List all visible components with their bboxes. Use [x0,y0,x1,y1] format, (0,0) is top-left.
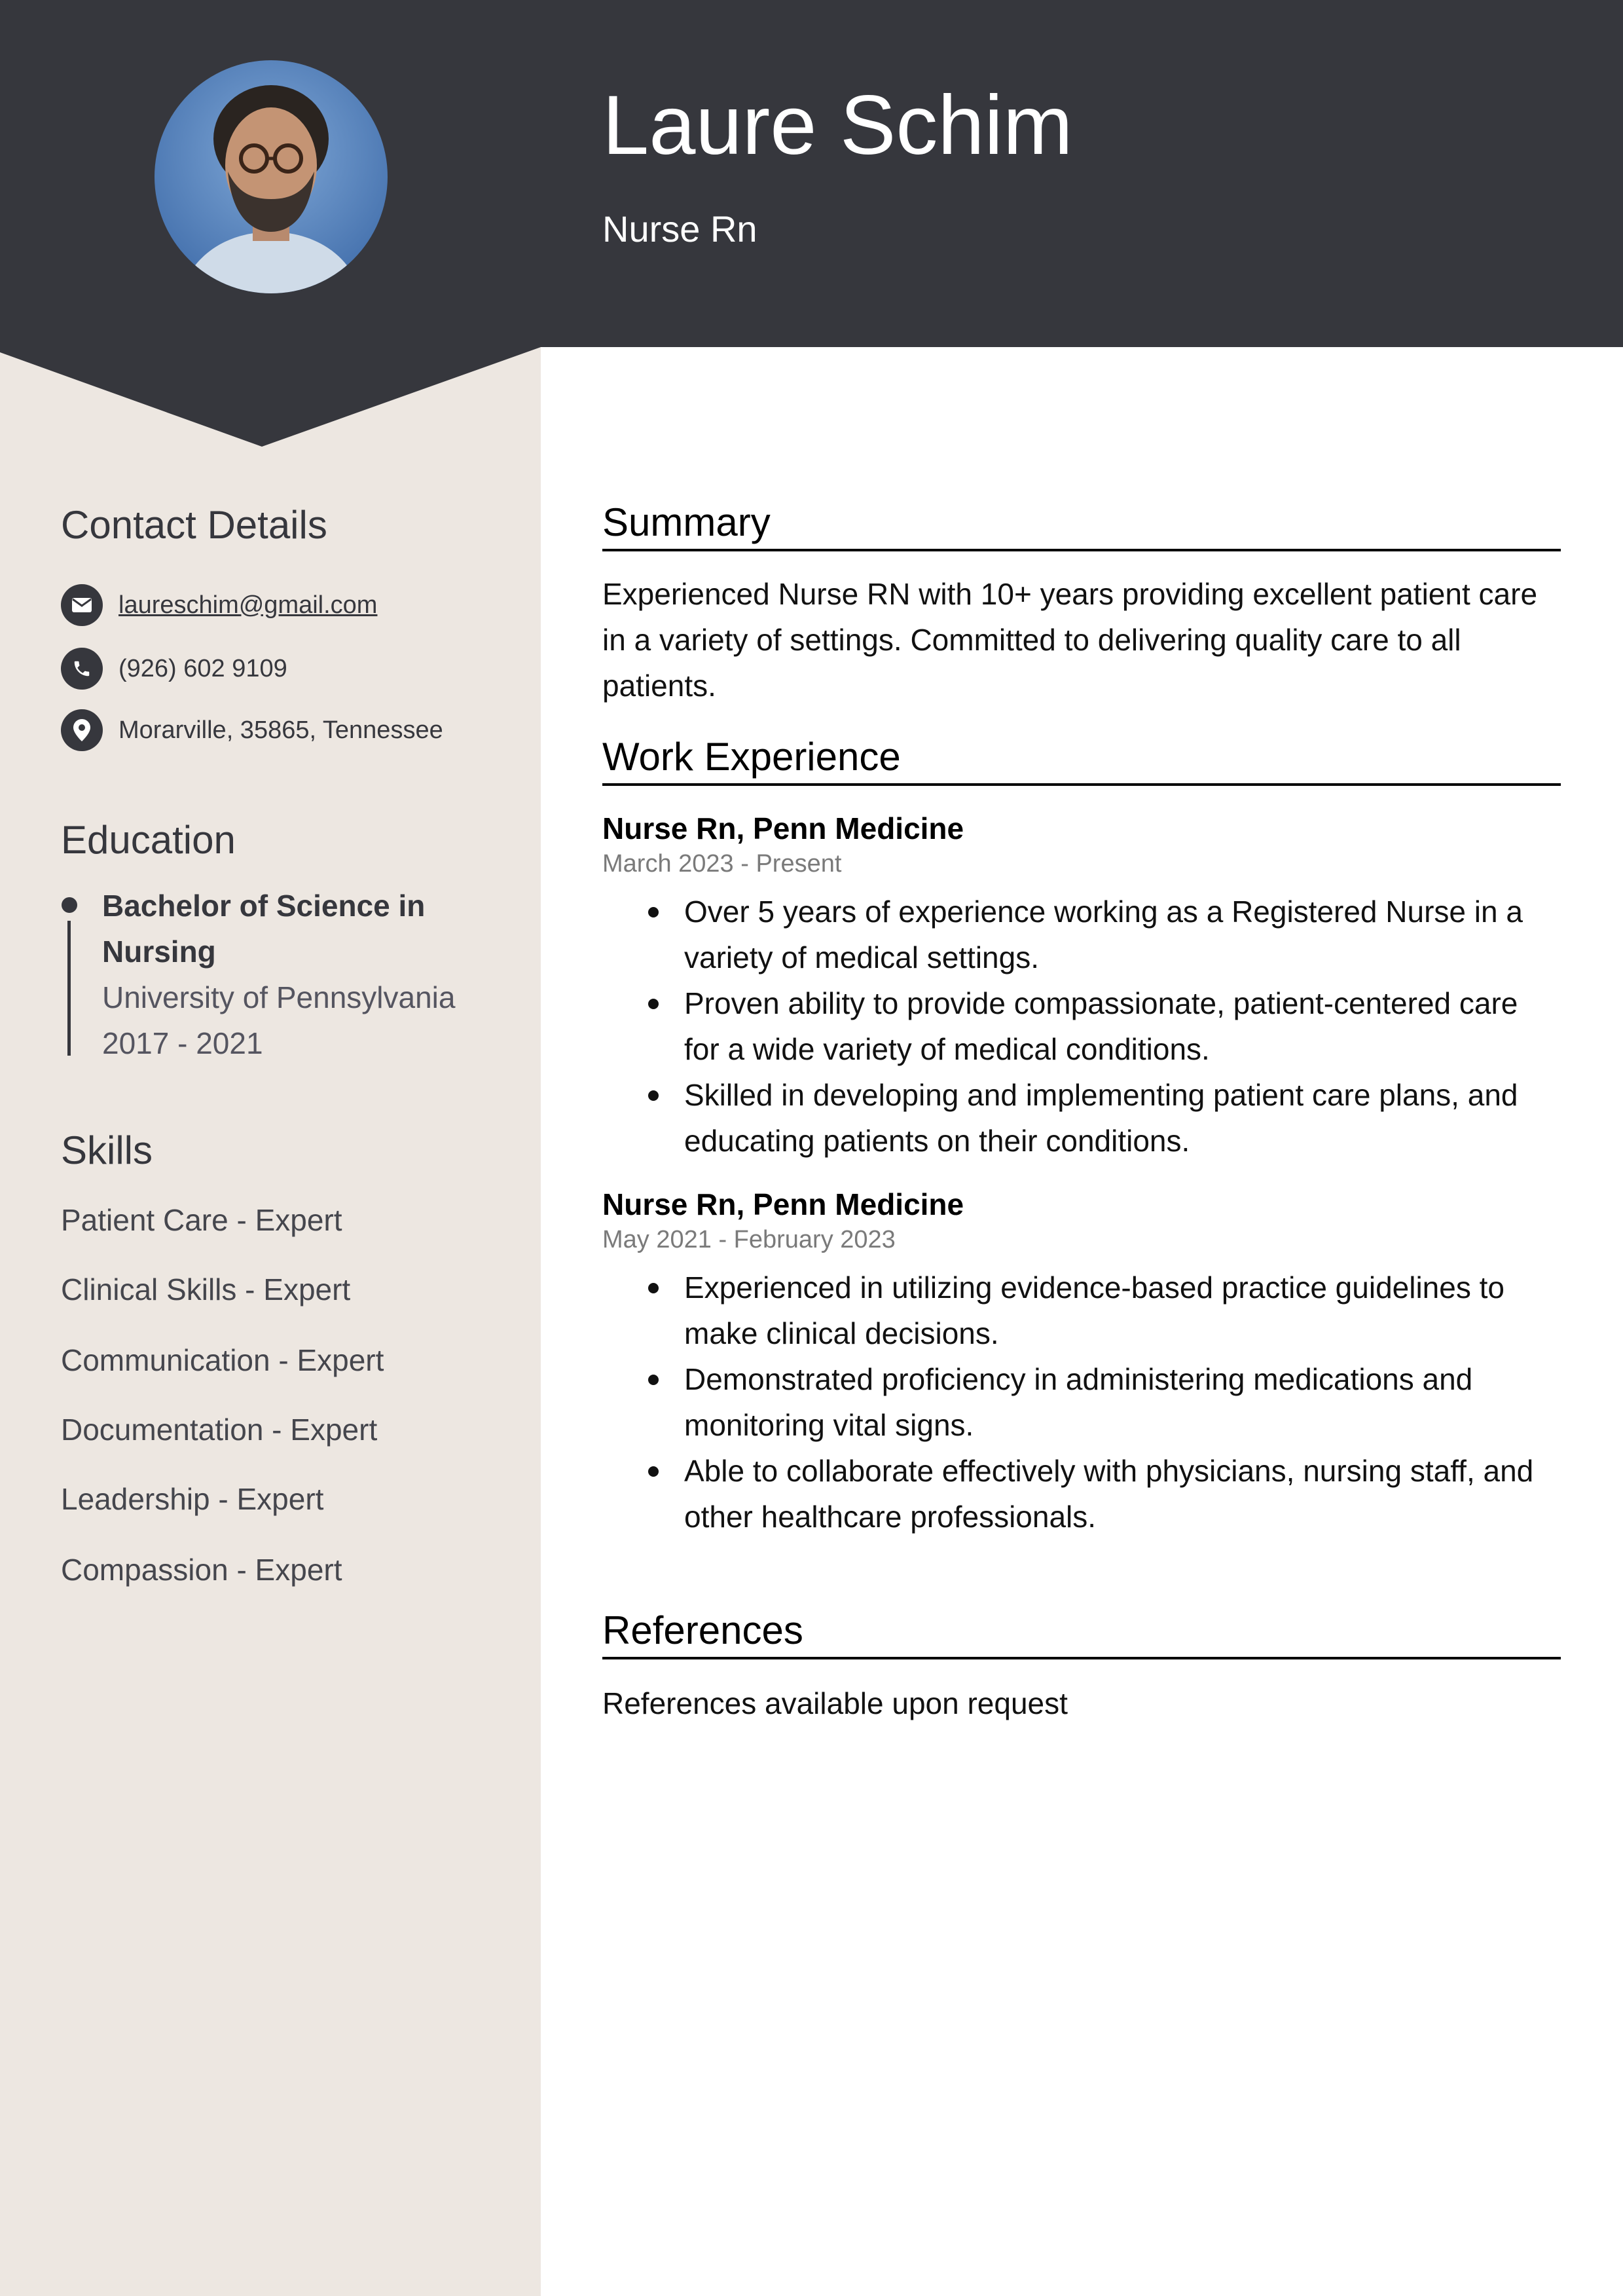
education-years: 2017 - 2021 [102,1026,263,1060]
summary-heading: Summary [602,500,771,544]
skill-item: Leadership - Expert [61,1482,324,1516]
job-bullet: Over 5 years of experience working as a Registered Nurse in a variety of medical settings. [602,889,1561,980]
references-divider [602,1657,1561,1659]
job-title: Nurse Rn, Penn Medicine [602,811,964,845]
timeline-line [67,921,71,1056]
contact-phone-row [61,648,287,690]
contact-address: Morarville, 35865, Tennessee [119,716,443,744]
education-degree-line1: Bachelor of Science in [102,889,426,923]
summary-divider [602,549,1561,551]
job-title: Nurse Rn, Penn Medicine [602,1187,964,1221]
contact-email[interactable]: laureschim@gmail.com [119,591,378,619]
contact-heading: Contact Details [61,503,327,547]
timeline-dot [62,897,77,913]
contact-phone: (926) 602 9109 [119,654,287,682]
experience-divider [602,783,1561,786]
skills-heading: Skills [61,1128,153,1172]
skill-item: Documentation - Expert [61,1413,378,1447]
contact-address-row [61,709,443,751]
summary-text: Experienced Nurse RN with 10+ years providing excellent patient care in a variety of settings. Committed to delivering quality care to all patients. [602,577,1538,703]
location-pin-icon [61,709,103,751]
job-bullets [602,1265,1561,1540]
candidate-name: Laure Schim [602,79,1073,172]
experience-heading: Work Experience [602,735,901,779]
job-bullet: Skilled in developing and implementing patient care plans, and educating patients on their conditions. [602,1072,1561,1164]
portrait-photo-icon [155,60,388,293]
skill-item: Patient Care - Expert [61,1203,342,1237]
profile-photo [155,60,388,293]
phone-icon [61,648,103,690]
job-bullet: Demonstrated proficiency in administering medications and monitoring vital signs. [602,1356,1561,1448]
job-bullet: Proven ability to provide compassionate, patient-centered care for a wide variety of medical conditions. [602,980,1561,1072]
education-heading: Education [61,818,236,862]
job-bullet: Able to collaborate effectively with physicians, nursing staff, and other healthcare professionals. [602,1448,1561,1540]
skill-item: Clinical Skills - Expert [61,1272,351,1306]
job-bullet: Experienced in utilizing evidence-based practice guidelines to make clinical decisions. [602,1265,1561,1356]
job-dates: March 2023 - Present [602,850,842,878]
education-degree-line2: Nursing [102,935,216,969]
job-dates: May 2021 - February 2023 [602,1226,896,1253]
envelope-icon [61,584,103,626]
skill-item: Communication - Expert [61,1343,384,1377]
job-bullets [602,889,1561,1164]
candidate-title: Nurse Rn [602,208,757,250]
references-text: References available upon request [602,1686,1068,1720]
skill-item: Compassion - Expert [61,1553,342,1587]
contact-email-row[interactable] [61,584,377,626]
references-heading: References [602,1608,803,1652]
education-school: University of Pennsylvania [102,980,456,1014]
header-chevron [0,346,541,448]
